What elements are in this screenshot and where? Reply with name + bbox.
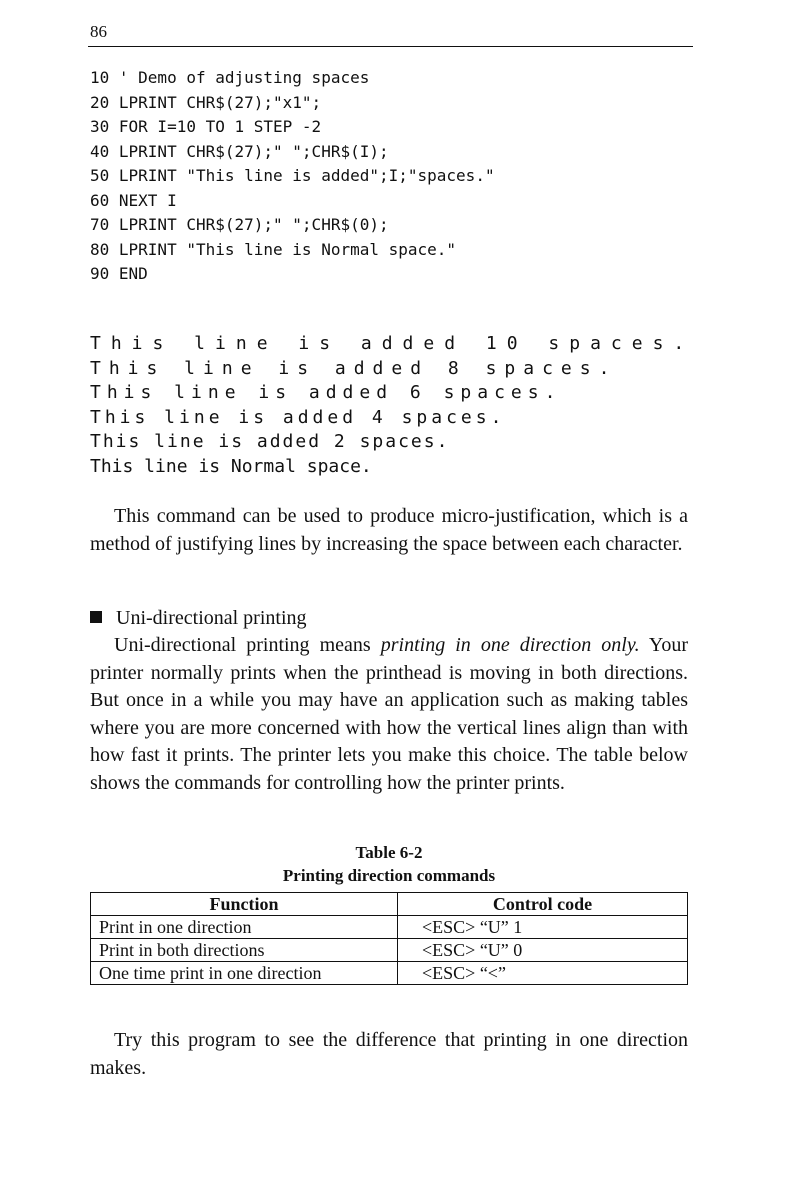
paragraph-text: Uni-directional printing means	[114, 634, 381, 656]
code-line: 30 FOR I=10 TO 1 STEP -2	[90, 117, 322, 136]
table-cell-function: One time print in one direction	[91, 962, 398, 985]
paragraph-text: Your printer normally prints when the printhead is moving in both directions. But once in a while you may have an application such as making tables where you are more concerned with how the vertical lines align than with how fast it prints. The printer lets you make this choice. The table below shows the commands for controlling how the printer prints.	[90, 634, 688, 794]
table-row	[91, 916, 688, 939]
paragraph-try-program: Try this program to see the difference that printing in one direction makes.	[90, 1029, 688, 1079]
table-header-function: Function	[91, 893, 398, 916]
code-line: 90 END	[90, 264, 148, 283]
table-cell-control-code: <ESC> “<”	[398, 962, 688, 985]
output-line: This line is Normal space.	[90, 455, 372, 477]
code-line: 80 LPRINT "This line is Normal space."	[90, 239, 457, 259]
table-row	[91, 939, 688, 962]
emphasis-text: printing in one direction only.	[380, 634, 640, 656]
table-caption-number: Table 6-2	[355, 843, 423, 862]
code-line: 60 NEXT I	[90, 190, 177, 210]
output-line: This line is added 6 spaces.	[90, 382, 562, 403]
table-cell-function: Print in both directions	[91, 939, 398, 962]
table-cell-function: Print in one direction	[91, 916, 398, 939]
paragraph-uni-directional	[90, 632, 688, 797]
section-heading-text: Uni-directional printing	[116, 607, 307, 629]
output-line: This line is added 10 spaces.	[90, 333, 695, 354]
output-line: This line is added 4 spaces.	[90, 406, 506, 428]
code-line: 40 LPRINT CHR$(27);" ";CHR$(I);	[90, 141, 389, 161]
output-listing	[90, 332, 694, 479]
code-line: 70 LPRINT CHR$(27);" ";CHR$(0);	[90, 215, 389, 234]
table-cell-control-code: <ESC> “U” 0	[398, 939, 688, 962]
code-line: 50 LPRINT "This line is added";I;"spaces."	[90, 166, 495, 185]
table-header-row	[91, 893, 688, 916]
bullet-square-icon	[90, 611, 102, 623]
output-line: This line is added 8 spaces.	[90, 357, 618, 379]
code-line: 10 ' Demo of adjusting spaces	[90, 68, 370, 87]
table-row	[91, 962, 688, 985]
output-line: This line is added 2 spaces.	[90, 431, 450, 452]
printing-direction-table	[90, 892, 688, 985]
section-heading	[90, 605, 307, 633]
table-caption-title: Printing direction commands	[282, 866, 496, 885]
table-cell-control-code: <ESC> “U” 1	[398, 916, 688, 939]
paragraph-micro-justification: This command can be used to produce micro-justification, which is a method of justifying lines by increasing the space between each character.	[90, 505, 688, 555]
header-rule	[88, 46, 693, 47]
code-listing	[90, 66, 495, 287]
code-line: 20 LPRINT CHR$(27);"x1";	[90, 92, 322, 112]
table-header-control-code: Control code	[398, 893, 688, 916]
page-number: 86	[90, 22, 107, 41]
